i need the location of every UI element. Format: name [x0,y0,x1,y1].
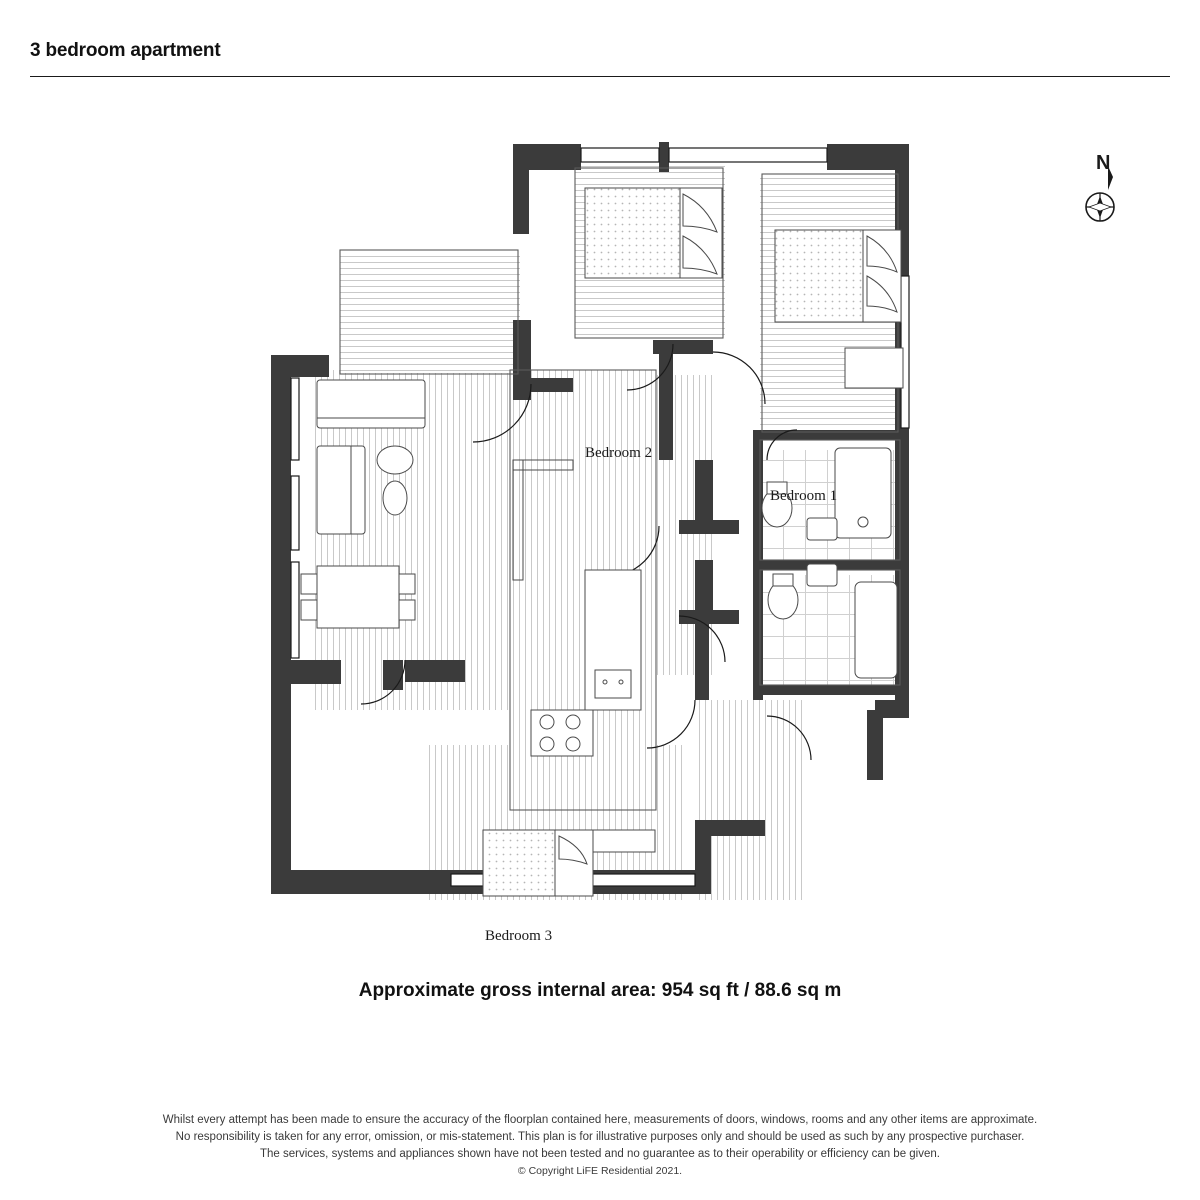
disclaimer-line-2: No responsibility is taken for any error, omission, or mis-statement. This plan is for illustrative purposes only and should be used as such by any prospective purchaser. [175,1131,1025,1143]
disclaimer [0,1112,1200,1180]
room-label-bedroom-3: Bedroom 3 [485,928,553,944]
page-title: 3 bedroom apartment [30,40,221,61]
disclaimer-line-3: The services, systems and appliances shown have not been tested and no guarantee as to their operability or efficiency can be given. [260,1148,940,1160]
gross-internal-area-text: Approximate gross internal area: 954 sq ft / 88.6 sq m [358,980,842,1001]
compass-north-label: N [1096,152,1111,174]
copyright-text: © Copyright LiFE Residential 2021. [517,1165,683,1177]
room-label-bedroom-2: Bedroom 2 [585,445,653,461]
header-divider [30,76,1170,77]
disclaimer-line-1: Whilst every attempt has been made to ensure the accuracy of the floorplan contained here, measurements of doors, windows, rooms and any other items are approximate. [162,1114,1038,1126]
compass-rose-icon [1078,152,1148,237]
floorplan-drawing [255,130,945,944]
room-label-bedroom-1: Bedroom 1 [770,488,838,504]
